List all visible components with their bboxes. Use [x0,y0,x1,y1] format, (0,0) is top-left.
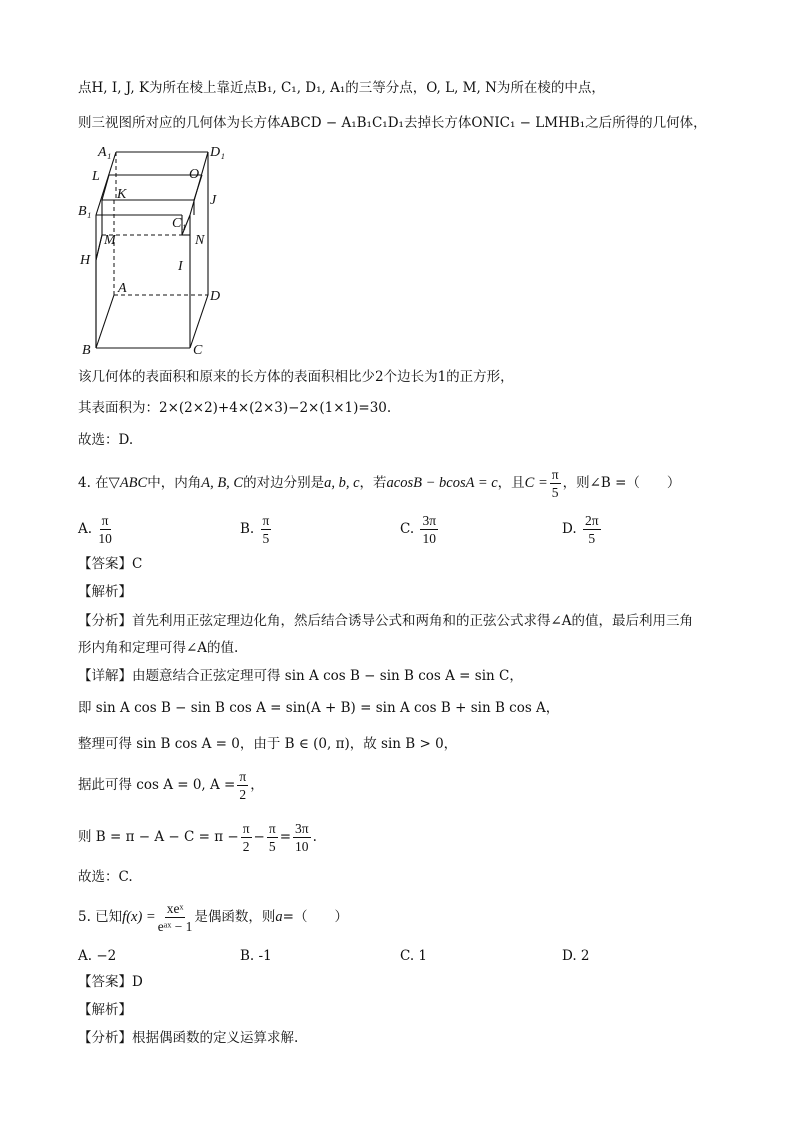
q4-xiangjie-2: 即 sin A cos B − sin B cos A = sin(A + B) = sin A cos B + sin B cos A， [78,700,560,716]
label-M: M [104,233,116,248]
label-D: D [210,289,221,304]
label-L: L [92,169,100,184]
q4-option-b[interactable]: B. $\frac{\pi}{5}$ [240,513,270,546]
solution-choice: 故选：D. [78,432,134,448]
solution-line-3: 该几何体的表面积和原来的长方体的表面积相比少2个边长为1的正方形， [78,369,514,385]
q4-xiangjie-4: 据此可得 cos A = 0, A = $\frac{\pi}{2}$ ， [78,769,264,802]
q4-option-d[interactable]: D. $\frac{2\pi}{5}$ [562,513,599,546]
label-I: I [178,259,183,274]
surface-area-formula: 其表面积为：2×(2×2)+4×(2×3)−2×(1×1)=30. [78,400,392,416]
label-O: O [189,167,200,182]
q4-option-a[interactable]: A. $\frac{\pi}{10}$ [78,513,112,546]
label-J: J [210,193,217,208]
q4-analysis-heading: 【解析】 [78,584,132,600]
cuboid-diagram [72,140,242,365]
label-D1: D₁ [210,145,225,160]
q4-stem: 4. 在▽ABC中，内角A, B, C的对边分别是a, b, c，若acosB − bcosA = c，且C = $\frac{\pi}{5}$ ，则∠B =（ ） [78,467,681,500]
solution-line-1: 点H, I, J, K为所在棱上靠近点B₁, C₁, D₁, A₁的三等分点，O, L, M, N为所在棱的中点， [78,80,605,96]
label-A1: A₁ [98,145,112,160]
q5-answer: 【答案】D [78,974,143,990]
q5-option-b[interactable]: B. -1 [240,948,272,964]
q5-analysis-heading: 【解析】 [78,1002,132,1018]
q4-option-c[interactable]: C. $\frac{3\pi}{10}$ [400,513,437,546]
label-N: N [195,233,205,248]
q5-option-c[interactable]: C. 1 [400,948,428,964]
q5-option-a[interactable]: A. −2 [78,948,117,964]
label-B: B [82,343,91,358]
label-A: A [118,281,127,296]
cuboid-figure [72,140,242,369]
q5-stem: 5. 已知f(x) = $\frac{\text{xeˣ}}{\text{eᵃˣ − 1}}$ 是偶函数，则a=（ ） [78,901,348,934]
label-C: C [193,343,203,358]
q4-xiangjie-1: 【详解】由题意结合正弦定理可得 sin A cos B − sin B cos A = sin C， [78,668,523,684]
q4-xiangjie-3: 整理可得 sin B cos A = 0，由于 B ∈ (0, π)，故 sin B > 0， [78,736,458,752]
label-C1: C₁ [172,216,187,231]
q4-stem-fraction: $\frac{\pi}{5}$ [551,467,559,500]
label-K: K [117,187,127,202]
q4-final-choice: 故选：C. [78,869,133,885]
q5-fenxi: 【分析】根据偶函数的定义运算求解. [78,1030,299,1046]
q4-xiangjie-5: 则 B = π − A − C = π − $\frac{\pi}{2}$ − $\frac{\pi}{5}$ = $\frac{3\pi}{10}$ . [78,821,317,854]
q4-answer: 【答案】C [78,556,143,572]
label-B1: B₁ [78,204,92,219]
label-H: H [80,253,91,268]
solution-line-2: 则三视图所对应的几何体为长方体ABCD − A₁B₁C₁D₁去掉长方体ONIC₁ − LMHB₁之后所得的几何体， [78,115,707,131]
q5-option-d[interactable]: D. 2 [562,948,590,964]
q4-fenxi: 【分析】首先利用正弦定理边化角，然后结合诱导公式和两角和的正弦公式求得∠A的值，最后利用三角 [78,613,694,629]
q4-fenxi-cont: 形内角和定理可得∠A的值. [78,640,239,656]
